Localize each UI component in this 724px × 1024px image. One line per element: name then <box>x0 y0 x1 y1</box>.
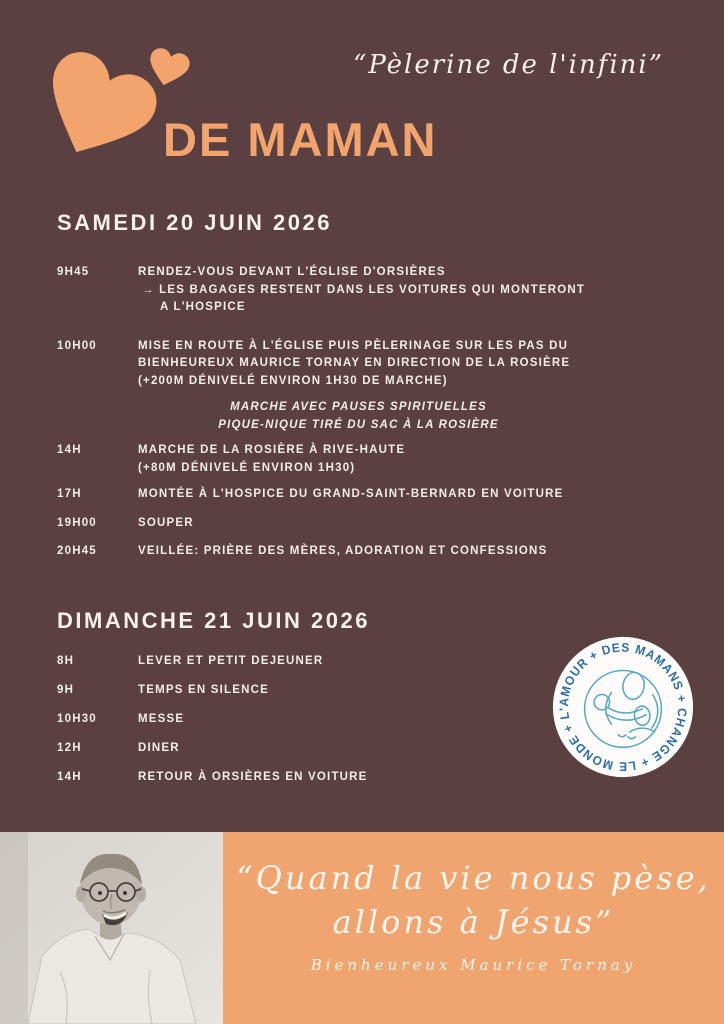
schedule-row <box>57 543 660 561</box>
schedule-time: 17H <box>57 488 82 500</box>
schedule-desc <box>138 442 660 477</box>
schedule-time: 14H <box>57 444 82 456</box>
note-line: MARCHE AVEC PAUSES SPIRITUELLES <box>230 401 487 413</box>
schedule-time: 9H <box>57 684 75 696</box>
schedule-line: MONTÉE À L'HOSPICE DU GRAND-SAINT-BERNARD EN VOITURE <box>138 488 564 500</box>
badge-circle-text: + L'AMOUR + DES MAMANS + CHANGE + LE MONDE <box>556 640 690 774</box>
mamans-badge <box>551 635 695 779</box>
schedule-line: RETOUR À ORSIÈRES EN VOITURE <box>138 771 368 783</box>
schedule-line: RENDEZ-VOUS DEVANT L'ÉGLISE D'ORSIÈRES <box>138 266 446 278</box>
schedule-row <box>57 442 660 477</box>
page-title: DE MAMAN <box>163 113 438 166</box>
schedule-line: MARCHE DE LA ROSIÈRE À RIVE-HAUTE <box>138 444 406 456</box>
maurice-tornay-photo <box>0 832 223 1024</box>
header-script-quote: “Pèlerine de l'infini” <box>353 50 664 80</box>
schedule-line: → LES BAGAGES RESTENT DANS LES VOITURES QUI MONTERONT <box>142 283 586 296</box>
schedule-line: (+200M DÉNIVELÉ ENVIRON 1H30 DE MARCHE) <box>138 374 448 387</box>
schedule-line: (+80M DÉNIVELÉ ENVIRON 1H30) <box>138 461 356 474</box>
schedule-time: 20H45 <box>57 545 97 557</box>
schedule-desc <box>138 515 660 533</box>
schedule-time: 19H00 <box>57 516 97 529</box>
schedule-line: SOUPER <box>138 516 194 529</box>
badge-circle <box>553 637 693 777</box>
schedule-time: 14H <box>57 771 82 783</box>
schedule-time: 9H45 <box>57 266 90 278</box>
schedule-time: 8H <box>57 655 75 667</box>
schedule-line: MESSE <box>138 713 185 725</box>
schedule-time: 12H <box>57 742 82 754</box>
schedule-desc <box>138 264 660 317</box>
schedule-desc <box>138 486 660 504</box>
footer-quote-attribution: Bienheureux Maurice Tornay <box>310 956 637 974</box>
footer <box>0 832 724 1024</box>
schedule-time: 10H30 <box>57 713 97 725</box>
schedule-line: A L'HOSPICE <box>160 301 246 313</box>
quote-panel <box>223 832 724 1024</box>
schedule-line: DINER <box>138 742 180 754</box>
schedule-time: 10H00 <box>57 339 97 352</box>
spiritual-note <box>57 399 660 434</box>
saturday-section <box>57 210 660 561</box>
heart-icon-large <box>26 42 166 178</box>
footer-quote-line1: “Quand la vie nous pèse, <box>236 859 711 897</box>
sunday-heading: DIMANCHE 21 JUIN 2026 <box>57 608 370 633</box>
footer-quote-line2: allons à Jésus” <box>332 903 615 941</box>
schedule-line: TEMPS EN SILENCE <box>138 684 270 696</box>
schedule-row <box>57 338 660 391</box>
schedule-desc <box>138 543 660 561</box>
schedule-line: MISE EN ROUTE À L'ÉGLISE PUIS PÈLERINAGE SUR LES PAS DU <box>138 339 569 352</box>
schedule-line: VEILLÉE: PRIÈRE DES MÈRES, ADORATION ET CONFESSIONS <box>138 545 548 557</box>
saturday-heading: SAMEDI 20 JUIN 2026 <box>57 210 332 235</box>
schedule-desc <box>138 338 660 391</box>
schedule-row <box>57 515 660 533</box>
schedule-row <box>57 264 660 317</box>
note-line: PIQUE-NIQUE TIRÉ DU SAC À LA ROSIÈRE <box>218 418 499 431</box>
schedule-line: BIENHEUREUX MAURICE TORNAY EN DIRECTION DE LA ROSIÈRE <box>138 357 571 369</box>
schedule-row <box>57 486 660 504</box>
schedule-line: LEVER ET PETIT DEJEUNER <box>138 655 324 667</box>
